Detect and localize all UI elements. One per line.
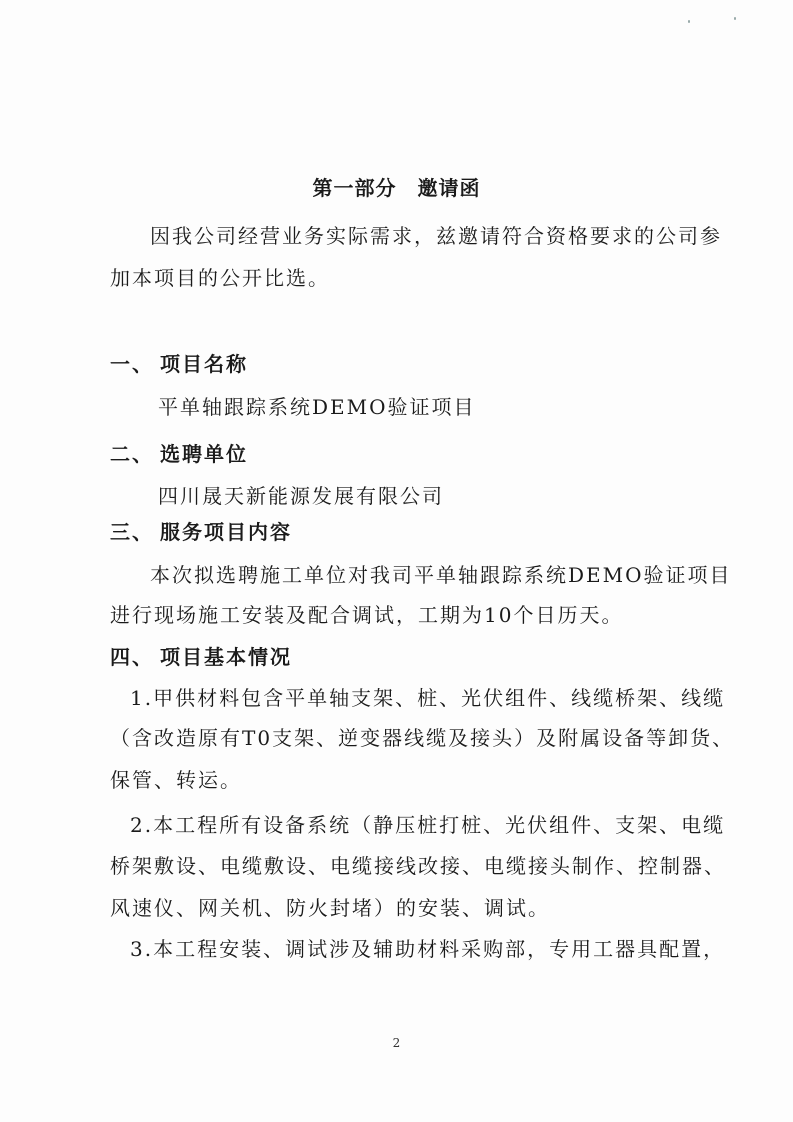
section-number: 一、 (110, 352, 154, 376)
section-heading-3 (110, 518, 292, 546)
section-heading-2 (110, 440, 248, 468)
section-heading-4 (110, 643, 292, 671)
intro-line: 加本项目的公开比选。 (110, 266, 330, 290)
section-line: 四川晟天新能源发展有限公司 (158, 484, 444, 508)
scan-speck (688, 20, 690, 23)
section-line: （含改造原有T0支架、逆变器线缆及接头）及附属设备等卸货、 (110, 726, 735, 750)
section-heading-1 (110, 350, 248, 378)
section-title: 项目基本情况 (160, 645, 292, 669)
section-number: 二、 (110, 442, 154, 466)
section-number: 四、 (110, 645, 154, 669)
section-line: 2.本工程所有设备系统（静压桩打桩、光伏组件、支架、电缆 (130, 813, 726, 837)
section-line: 进行现场施工安装及配合调试，工期为10个日历天。 (110, 603, 624, 627)
section-number: 三、 (110, 520, 154, 544)
scan-speck (734, 17, 736, 20)
section-title: 选聘单位 (160, 442, 248, 466)
section-title: 服务项目内容 (160, 520, 292, 544)
page-number: 2 (392, 1036, 401, 1050)
section-title: 项目名称 (160, 352, 248, 376)
section-line: 风速仪、网关机、防火封堵）的安装、调试。 (110, 896, 550, 920)
section-line: 平单轴跟踪系统DEMO验证项目 (158, 395, 476, 419)
section-line: 桥架敷设、电缆敷设、电缆接线改接、电缆接头制作、控制器、 (110, 854, 726, 878)
intro-line: 因我公司经营业务实际需求，兹邀请符合资格要求的公司参 (150, 224, 722, 248)
section-line: 1.甲供材料包含平单轴支架、桩、光伏组件、线缆桥架、线缆 (130, 686, 726, 710)
section-line: 本次拟选聘施工单位对我司平单轴跟踪系统DEMO验证项目 (150, 563, 732, 587)
section-line: 3.本工程安装、调试涉及辅助材料采购部，专用工器具配置， (130, 937, 726, 961)
document-title: 第一部分 邀请函 (312, 176, 481, 200)
section-line: 保管、转运。 (110, 768, 242, 792)
